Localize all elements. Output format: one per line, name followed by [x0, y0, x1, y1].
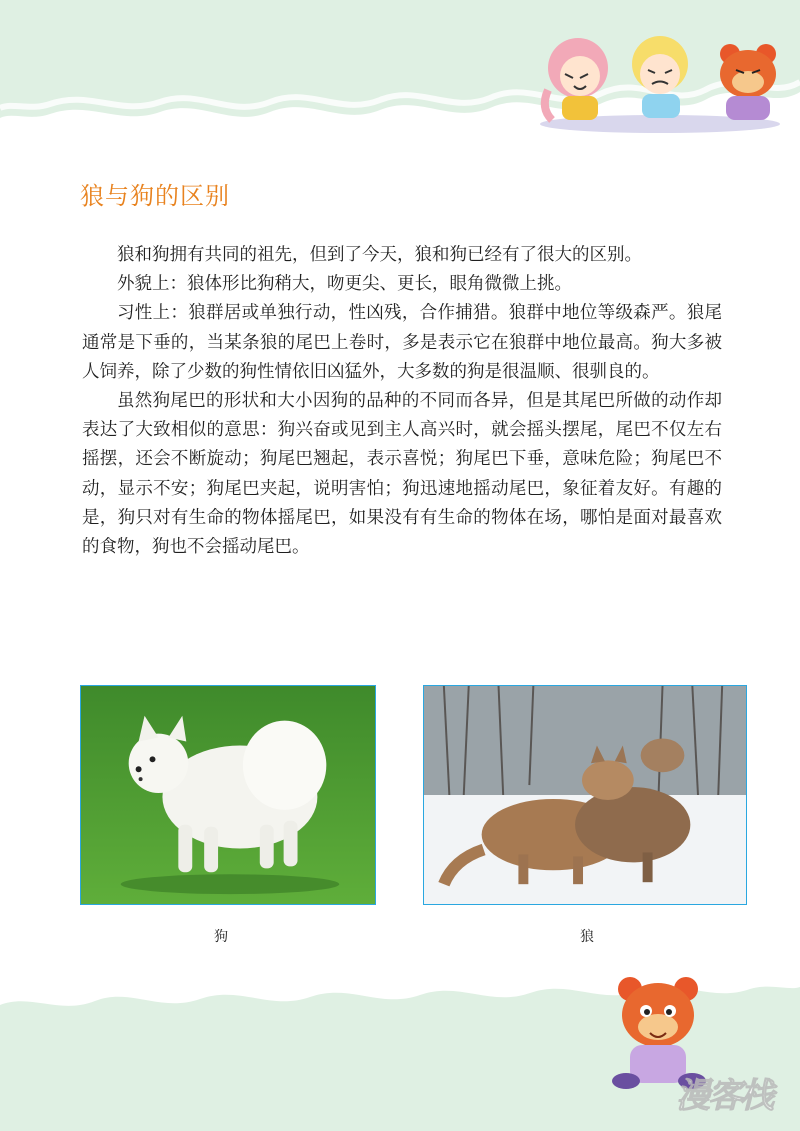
paragraph: 外貌上：狼体形比狗稍大，吻更尖、更长，眼角微微上挑。 — [117, 274, 572, 295]
paragraph: 虽然狗尾巴的形状和大小因狗的品种的不同而各异，但是其尾巴所做的动作却表达了大致相似的意思：狗兴奋或见到主人高兴时，就会摇头摆尾，尾巴不仅左右摇摆，还会不断旋动；狗尾巴翘起，表示喜悦；狗尾巴下垂，意味危险；狗尾巴不动，显示不安；狗尾巴夹起，说明害怕；狗迅速地摇动尾巴，象征着友好。有趣的是，狗只对有生命的物体摇尾巴，如果没有有生命的物体在场，哪怕是面对最喜欢的食物，狗也不会摇动尾巴。 — [82, 391, 722, 558]
wolf-photo-caption: 狼 — [580, 929, 594, 945]
wolf-photo — [423, 685, 747, 905]
watermark-logo: 漫客栈 — [676, 1076, 772, 1116]
page-title: 狼与狗的区别 — [80, 182, 230, 210]
orange-bear-icon — [720, 44, 776, 120]
paragraph: 狼和狗拥有共同的祖先，但到了今天，狼和狗已经有了很大的区别。 — [117, 245, 642, 265]
cartoon-characters-top — [530, 20, 790, 135]
blonde-girl-icon — [632, 36, 688, 118]
article-body — [82, 241, 722, 562]
dog-photo-caption: 狗 — [214, 929, 228, 945]
pink-hair-girl-icon — [545, 38, 608, 120]
dog-photo — [80, 685, 376, 905]
paragraph: 习性上：狼群居或单独行动，性凶残，合作捕猎。狼群中地位等级森严。狼尾通常是下垂的，当某条狼的尾巴上卷时，多是表示它在狼群中地位最高。狗大多被人饲养，除了少数的狗性情依旧凶猛外，大多数的狗是很温顺、很驯良的。 — [82, 303, 722, 382]
